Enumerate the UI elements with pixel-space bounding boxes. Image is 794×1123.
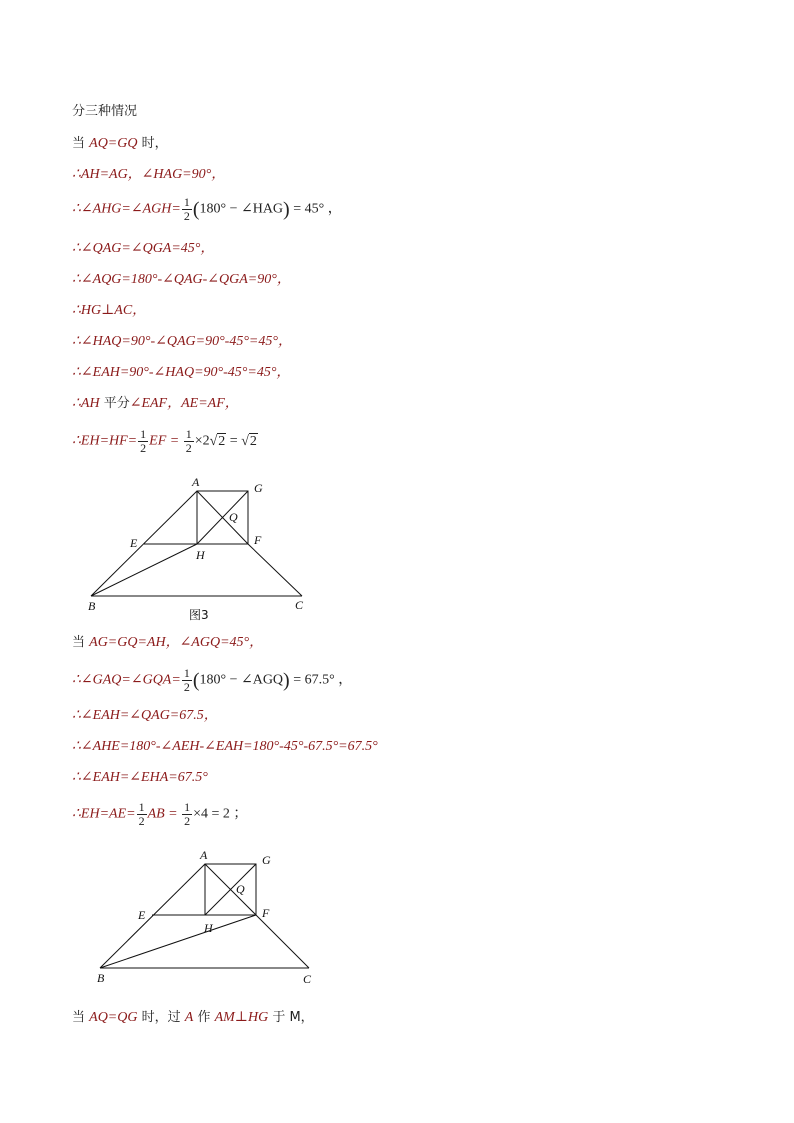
case2-line3: ∴∠EAH=∠QAG=67.5， <box>72 708 218 723</box>
case1-line1: 当 AQ=GQ 时， <box>72 136 168 151</box>
point-label-F: F <box>262 906 270 920</box>
point-label-A: A <box>200 848 208 862</box>
case2-line6: ∴EH=AE= $\frac{1}{2}$ AB = $\frac{1}{2}$ ×4 = 2 ； <box>72 800 248 828</box>
case1-line6: ∴HG⊥AC， <box>72 303 147 318</box>
point-label-Q: Q <box>229 510 238 524</box>
section-heading: 分三种情况 <box>72 104 138 119</box>
point-label-E: E <box>130 536 138 550</box>
case2-line2: ∴∠GAQ=∠GQA= $\frac{1}{2}$ (180° − ∠AGQ) = 67.5° ， <box>72 666 353 694</box>
sqrt: √2 <box>241 433 257 449</box>
point-label-G: G <box>262 853 271 867</box>
case2-line5: ∴∠EAH=∠EHA=67.5° <box>72 770 208 785</box>
point-label-A: A <box>192 475 200 489</box>
case3-line1: 当 AQ=QG 时，过 A 作 AM⊥HG 于 M， <box>72 1010 314 1025</box>
point-label-B: B <box>97 971 105 985</box>
point-label-H: H <box>196 548 205 562</box>
sqrt: √2 <box>209 433 226 449</box>
geometry-figure-2 <box>100 864 309 968</box>
fraction: $\frac{1}{2}$ <box>184 800 191 828</box>
point-label-H: H <box>204 921 213 935</box>
point-label-B: B <box>88 599 96 613</box>
case1-line10: ∴EH=HF= $\frac{1}{2}$ EF = $\frac{1}{2}$ ×2√2 = √2 <box>72 427 257 455</box>
fraction: $\frac{1}{2}$ <box>185 427 192 455</box>
point-label-E: E <box>138 908 146 922</box>
fraction: $\frac{1}{2}$ <box>183 195 190 223</box>
fraction: $\frac{1}{2}$ <box>183 666 190 694</box>
point-label-F: F <box>254 533 262 547</box>
point-label-G: G <box>254 481 263 495</box>
point-label-C: C <box>303 972 312 986</box>
case1-line5: ∴∠AQG=180°-∠QAG-∠QGA=90°， <box>72 272 291 287</box>
point-label-C: C <box>295 598 304 612</box>
point-label-Q: Q <box>236 882 245 896</box>
case1-line3: ∴∠AHG=∠AGH= $\frac{1}{2}$ (180° − ∠HAG) = 45° ， <box>72 195 342 223</box>
case2-line4: ∴∠AHE=180°-∠AEH-∠EAH=180°-45°-67.5°=67.5° <box>72 739 378 754</box>
case1-line7: ∴∠HAQ=90°-∠QAG=90°-45°=45°， <box>72 334 292 349</box>
case1-line4: ∴∠QAG=∠QGA=45°， <box>72 241 215 256</box>
case1-line2: ∴AH=AG，∠HAG=90°， <box>72 167 226 182</box>
case1-line9: ∴AH 平分∠EAF，AE=AF， <box>72 396 239 411</box>
figure-caption: 图3 <box>189 608 209 622</box>
fraction: $\frac{1}{2}$ <box>138 800 145 828</box>
case1-line8: ∴∠EAH=90°-∠HAQ=90°-45°=45°， <box>72 365 291 380</box>
fraction: $\frac{1}{2}$ <box>140 427 147 455</box>
case2-line1: 当 AG=GQ=AH，∠AGQ=45°， <box>72 635 264 650</box>
